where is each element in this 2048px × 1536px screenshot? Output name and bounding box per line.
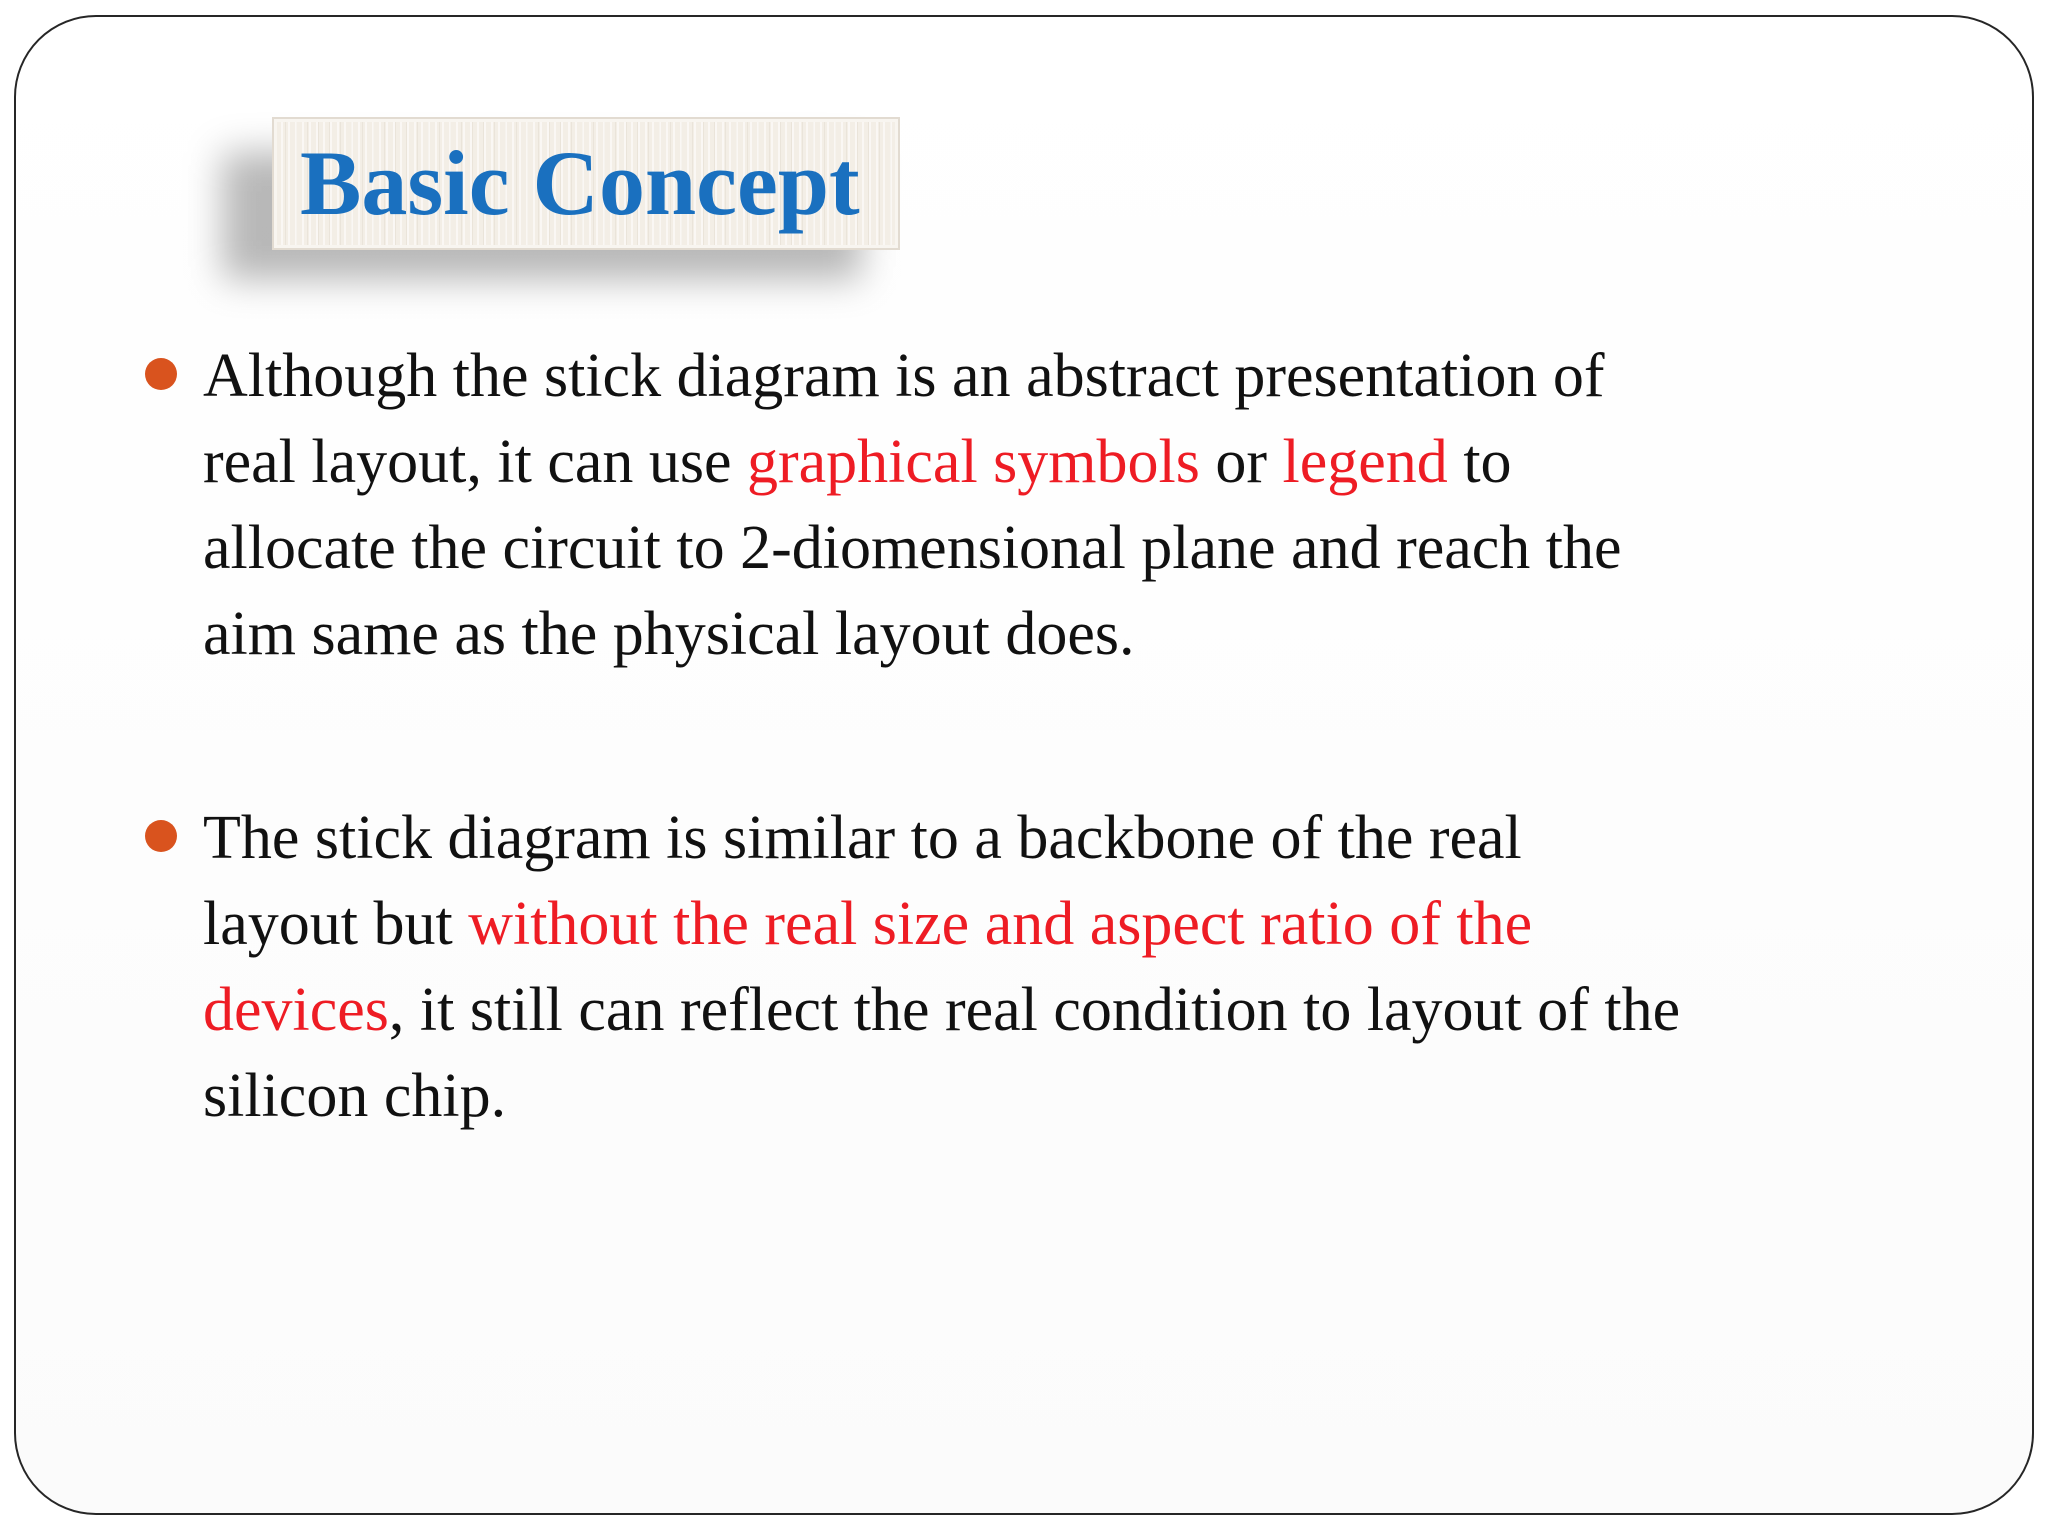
text-run: real layout, it can use xyxy=(203,428,748,496)
text-line xyxy=(203,505,1903,591)
text-run: to xyxy=(1447,428,1512,496)
highlighted-text: without the real size and aspect ratio of the xyxy=(468,890,1533,958)
bullet-text xyxy=(203,795,1903,1139)
bullet-dot-icon xyxy=(145,358,177,390)
text-line xyxy=(203,419,1903,505)
text-line xyxy=(203,591,1903,677)
highlighted-text: legend xyxy=(1282,428,1448,496)
text-line xyxy=(203,795,1903,881)
bullet-dot-icon xyxy=(145,820,177,852)
slide-title: Basic Concept xyxy=(300,132,860,234)
text-line xyxy=(203,1053,1903,1139)
text-run: The stick diagram is similar to a backbone of the real xyxy=(203,804,1522,872)
text-run: or xyxy=(1199,428,1283,496)
text-run: Although the stick diagram is an abstract presentation of xyxy=(203,342,1605,410)
text-run: aim same as the physical layout does. xyxy=(203,600,1135,668)
highlighted-text: devices xyxy=(203,976,389,1044)
text-run: layout but xyxy=(203,890,469,958)
text-line xyxy=(203,967,1903,1053)
text-run: silicon chip. xyxy=(203,1062,507,1130)
text-run: , it still can reflect the real condition to layout of the xyxy=(388,976,1681,1044)
text-line xyxy=(203,881,1903,967)
highlighted-text: graphical symbols xyxy=(747,428,1200,496)
text-line xyxy=(203,333,1903,419)
bullet-text xyxy=(203,333,1903,677)
title-box xyxy=(272,117,900,250)
text-run: allocate the circuit to 2-diomensional plane and reach the xyxy=(203,514,1622,582)
